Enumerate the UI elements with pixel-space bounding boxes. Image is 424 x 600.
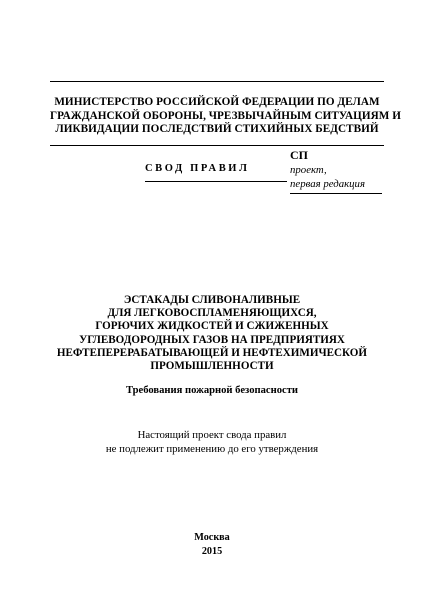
ministry-line-1: МИНИСТЕРСТВО РОССИЙСКОЙ ФЕДЕРАЦИИ ПО ДЕЛАМ [54,96,380,108]
document-title [40,294,384,373]
title-line-5: НЕФТЕПЕРЕРАБАТЫВАЮЩЕЙ И НЕФТЕХИМИЧЕСКОЙ [56,346,368,359]
document-edition: первая редакция [290,177,382,194]
draft-notice [40,429,384,457]
notice-line-2: не подлежит применению до его утверждения [105,442,319,455]
document-type-label: СВОД ПРАВИЛ [145,163,287,182]
year: 2015 [201,545,223,557]
title-line-4: УГЛЕВОДОРОДНЫХ ГАЗОВ НА ПРЕДПРИЯТИЯХ [79,333,345,346]
document-code: СП [290,148,308,162]
ministry-line-2: ГРАЖДАНСКОЙ ОБОРОНЫ, ЧРЕЗВЫЧАЙНЫМ СИТУАЦИЯМ И [50,109,401,122]
notice-line-1: Настоящий проект свода правил [137,429,287,441]
title-line-3: ГОРЮЧИХ ЖИДКОСТЕЙ И СЖИЖЕННЫХ [95,320,329,333]
code-block [290,148,382,194]
ministry-header [50,81,401,146]
title-line-6: ПРОМЫШЛЕННОСТИ [150,360,274,373]
publication-place [40,531,384,558]
document-subtitle: Требования пожарной безопасности [125,385,299,396]
document-status: проект, [290,164,327,176]
ministry-line-3: ЛИКВИДАЦИИ ПОСЛЕДСТВИЙ СТИХИЙНЫХ БЕДСТВИЙ [55,123,379,135]
city: Москва [194,532,230,543]
title-line-1: ЭСТАКАДЫ СЛИВОНАЛИВНЫЕ [123,294,301,306]
title-line-2: ДЛЯ ЛЕГКОВОСПЛАМЕНЯЮЩИХСЯ, [107,307,317,320]
